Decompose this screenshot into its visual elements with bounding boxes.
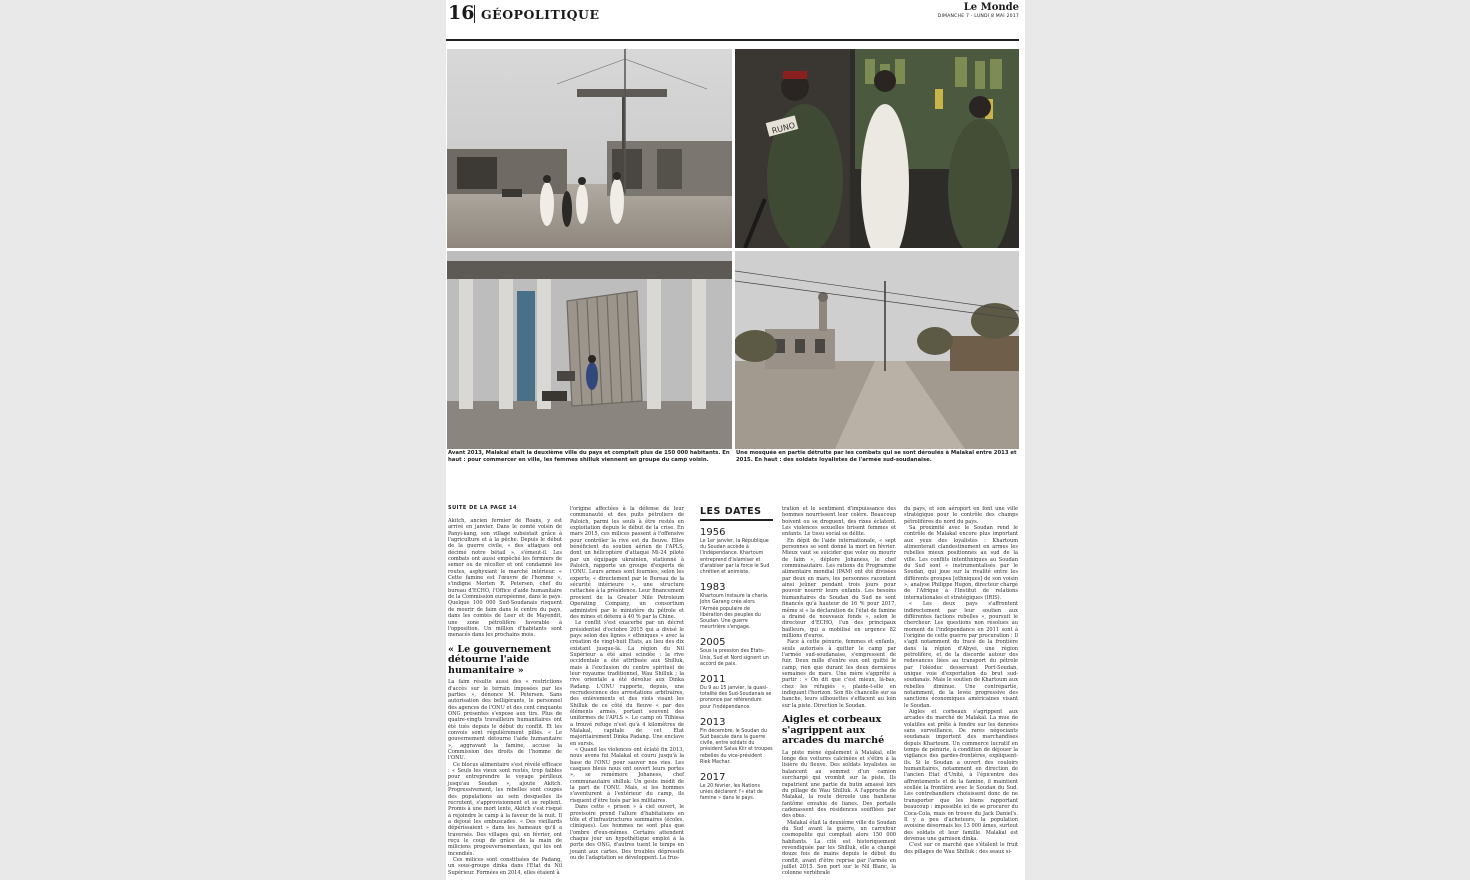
paragraph: Ce blocus alimentaire s'est révélé efficace : « Seuls les vieux sont restés, trop faibles pour entreprendre le voyage périlleux jusqu'au Soudan », ajoute Akitch. Progressivement, les rebelles sont coupés des populations au sein desquelles ils recrutent, s'approvisionnent et se replient. Promis à une mort lente, Akitch s'est risqué à rejoindre le camp à la faveur de la nuit. Il a déjoué les embuscades. « Des vieillards dépérissaient » dans les hameaux qu'il a traversés. Des villages qui, en février, ont reçu le coup de grâce de la main de miliciens progouvernementaux, qui les ont incendiés.: [448, 761, 562, 857]
date-text: Le 20 février, les Nations unies déclarent l'« état de famine » dans le pays.: [700, 784, 763, 802]
paragraph: C'est sur ce marché que s'étalent le fruit des pillages de Wau Shilluk : des seaux si-: [904, 842, 1018, 855]
caption-right: Une mosquée en partie détruite par les combats qui se sont déroulés à Malakal entre 2013 et 2015. En haut : des soldats loyalistes de l'armée sud-soudanaise.: [736, 450, 1017, 463]
photo-sign-text: RUNO: [770, 120, 797, 136]
article-column-2: [570, 506, 684, 861]
date-text: Fin décembre, le Soudan du Sud bascule dans la guerre civile, entre soldats du président Salva Kiir et troupes rebelles du vice-président Riek Machar.: [700, 728, 773, 765]
section-title: GÉOPOLITIQUE: [481, 7, 600, 22]
paragraph: « Quand les violences ont éclaté fin 2013, nous avons fui Malakal et couru jusqu'à la base de l'ONU pour sauver nos vies. Les casques bleus nous ont ouvert leurs portes », se remémore Johaness, chef communautaire shilluk. Un geste inédit de la part de l'ONU. Mais, si les hommes s'aventurent à l'extérieur du camp, ils risquent d'être tués par les militaires.: [570, 747, 684, 804]
caption-left: Avant 2013, Malakal était la deuxième ville du pays et comptait plus de 150 000 habitants. En haut : pour commercer en ville, les femmes shilluk viennent en groupe du camp voisin.: [448, 450, 730, 463]
date-year: 1983: [700, 582, 726, 594]
paragraph: Aigles et corbeaux s'agrippent aux arcades du marché de Malakal. La mue de volatiles est prête à fondre sur les denrées sans surveillance. De rares négociants soudanais importent des marchandises depuis Khartoum. Un commerce lucratif en temps de pénurie, à condition de déjouer la vigilance des gardes-frontières, expliquent-ils. Si le Soudan a ouvert des couloirs humanitaires, notamment en direction de l'ancien Etat d'Unité, à l'épicentre des affrontements et de la famine, il maintient scellée la frontière avec le Soudan du Sud. Les contrebandiers choisissent donc de ne transporter que les biens rapportant beaucoup : impossible ici de se procurer du Coca-Cola, mais on trouve du Jack Daniel's. Il y a peu d'acheteurs, la population avoisine désormais les 13 000 âmes, surtout des soldats et leur famille. Malakal est devenue une garnison dinka.: [904, 709, 1018, 842]
date-year: 2011: [700, 674, 726, 686]
subheading: Aigles et corbeaux s'agrippent aux arcades du marché: [782, 714, 885, 747]
dates-sidebar: [700, 506, 773, 809]
issue-date: DIMANCHE 7 - LUNDI 8 MAI 2017: [937, 14, 1019, 19]
photo-soldiers-market: [735, 49, 1019, 248]
date-text: Sous la pression des Etats-Unis, Sud et Nord signent un accord de paix.: [700, 649, 769, 667]
date-year: 2005: [700, 637, 726, 649]
paragraph: l'origine affectées à la défense de leur communauté et des puits pétroliers de Paloich, parmi les seuls à être restés en exploitation depuis le début de la crise. En mars 2015, ces milices passent à l'offensive pour contrôler la rive est du fleuve. Elles bénéficient du soutien aérien de l'APLS, dont un hélicoptère d'attaque Mi-24 piloté par un équipage ukrainien, stationné à Paloich, rapporte un groupe d'experts de l'ONU. Leurs armes sont fournies, selon les experts, « directement par le Bureau de la sécurité intérieure », une structure rattachée à la présidence. Leur financement provient de la Greater Nile Petroleum Operating Company, un consortium administré par le ministère du pétrole et des mines et détenu à 40 % par la Chine.: [570, 506, 684, 620]
article-column-1: [448, 518, 562, 876]
dates-title: LES DATES: [700, 506, 773, 521]
date-text: Khartoum instaure la charia. John Garang crée alors l'Armée populaire de libération des peuples du Soudan. Une guerre meurtrière s'engage.: [700, 594, 769, 631]
paragraph: Akitch, ancien fermier de Roans, y est arrivé en janvier. Dans le comté voisin de Panyi-kang, son village subsistait grâce à l'agriculture et à la pêche. Depuis le début de la guerre civile, « des attaques ont décimé notre bétail », s'émeut-il. Les combats ont aussi empêché les fermiers de semer ou de récolter et ont condamné les routes, asphyxiant le marché intérieur. « Cette famine est l'œuvre de l'homme », s'indigne Morten R. Petersen, chef du bureau d'ECHO, l'Office d'aide humanitaire de la Commission européenne, dans le pays. Quelque 100 000 Sud-Soudanais risquent de mourir de faim dans le centre du pays, dans les comtés de Leer et de Mayendit, une zone pétrolifère favorable à l'opposition. Un million d'habitants sont menacés dans les prochains mois.: [448, 518, 562, 639]
photo-damaged-mosque: [735, 251, 1019, 449]
date-text: Le 1er janvier, la République du Soudan accède à l'indépendance. Khartoum entreprend d'islamiser et d'arabiser par la force le Sud chrétien et animiste.: [700, 539, 770, 576]
newspaper-page: [446, 0, 1025, 880]
photo-street-women: [447, 49, 732, 248]
paragraph: La faim résulte aussi des « restrictions d'accès sur le terrain imposées par les parties », dénonce M. Petersen. Sans autorisation des belligérants, le personnel des agences de l'ONU et des cent cinquante ONG présentes s'expose aux tirs. Plus de quatre-vingts travailleurs humanitaires ont été tués depuis le début du conflit. Et les convois sont régulièrement pillés. « Le gouvernement détourne l'aide humanitaire », aggravant la famine, accuse la Commission des droits de l'homme de l'ONU.: [448, 679, 562, 762]
date-entry: [700, 527, 773, 576]
subheading: « Le gouvernement détourne l'aide humanitaire »: [448, 643, 552, 676]
date-year: 1956: [700, 527, 726, 538]
date-entry: [700, 772, 773, 803]
article-column-5: [904, 506, 1018, 855]
date-entry: [700, 674, 773, 711]
paragraph: Le conflit s'est exacerbé par un décret présidentiel d'octobre 2015 qui a divisé le pays selon des lignes « ethniques » avec la création de vingt-huit Etats, au lieu des dix existant jusque-là. La région du Nil Supérieur a été ainsi scindée : la rive occidentale a été attribuée aux Shilluk, mais à l'exclusion du centre spirituel de leur royaume traditionnel, Wau Shilluk ; la rive orientale a été dévolue aux Dinka Padang. L'ONU rapporte, depuis, une recrudescence des arrestations arbitraires, des enlèvements et des viols visant les Shilluk de ce côté du fleuve « par des éléments armés, portant souvent des uniformes de l'APLS ». Le camp où Tilhissa a trouvé refuge n'est qu'à 4 kilomètres de Malakal, capitale de cet Etat majoritairement Dinka Padang. Une enclave en sursis.: [570, 620, 684, 747]
page-header: [446, 0, 1025, 42]
paragraph: du pays, et son aéroport en font une ville stratégique pour le contrôle des champs pétrolifères du nord du pays.: [904, 506, 1018, 525]
photo-ruined-building: [447, 251, 732, 449]
paragraph: Sa proximité avec le Soudan rend le contrôle de Malakal encore plus important aux yeux des loyalistes : Khartoum alimenterait clandestinement en armes les rebelles mieux positionnés au sud de la ville. Les conflits intenthniques au Soudan du Sud sont « instrumentalisés par le Soudan, qui joue sur la rivalité entre les différents groupes [ethniques] de son voisin », analyse Philippe Hugon, directeur chargé de l'Afrique à l'Institut de relations internationales et stratégiques (IRIS).: [904, 525, 1018, 601]
date-entry: [700, 717, 773, 766]
paragraph: tration et le sentiment d'impuissance des hommes nourrissent leur colère. Beaucoup boivent ou se droguent, des rixes éclatent. Les violences sexuelles brisent femmes et enfants. Le tissu social se délite.: [782, 506, 896, 538]
paragraph: Malakal était la deuxième ville du Soudan du Sud avant la guerre, un carrefour cosmopolite qui comptait alors 150 000 habitants. La cité est historiquement revendiquée par les Shilluk, elle a changé douze fois de mains depuis le début du conflit, avant d'être reprise par l'armée en juillet 2015. Son port sur le Nil Blanc, la colonne vertébrale: [782, 819, 896, 877]
paragraph: « Les deux pays s'affrontent indirectement par leur soutien aux différentes factions rebelles », poursuit le chercheur. Les questions non résolues au moment de l'indépendance en 2011 sont à l'origine de cette guerre par procuration : Il s'agit notamment du tracé de la frontière dans la région d'Abyei, une région pétrolifère, et de la discorde autour des redevances liées au transport du pétrole par l'oléoduc desservant Port-Soudan, unique voie d'exportation du brut sud-soudanais. Mais le soutien de Khartoum aux rebelles diminue. Une contrepartie, notamment, de la levée progressive des sanctions économiques américaines visant le Soudan.: [904, 601, 1018, 709]
date-entry: [700, 582, 773, 631]
page-number: 16: [448, 2, 475, 24]
paragraph: La piste mène également à Malakal, elle longe des voitures calcinées et s'étire à la lisière du fleuve. Des soldats loyalistes se balancent au sommet d'un camion surchargé qui vrombit sur la piste. Ils rapatrient une partie du butin amassé lors du pillage de Wau Shilluk. A l'approche de Malakal, la route déroule une banlieue fantôme envahie de lianes. Des portails cadenassent des résidences soufflées par des obus.: [782, 749, 896, 820]
paragraph: Ces milices sont constituées de Padang, un sous-groupe dinka dans l'Etat du Nil Supérieur. Formées en 2014, elles étaient à: [448, 856, 562, 876]
paragraph: En dépit de l'aide internationale, « sept personnes se sont donné la mort en février. Mieux vaut se suicider que voler ou mourir de faim », déplore Johaness, le chef communautaire. Les rations du Programme alimentaire mondial (PAM) ont été divisées par deux en mars, les personnes racontent ainsi jeûner pendant trois jours pour pouvoir nourrir leurs enfants. Les besoins humanitaires du Soudan du Sud ne sont financés qu'à hauteur de 16 % pour 2017, même si « la déclaration de l'état de famine a drainé de nouveaux fonds », selon le directeur d'ECHO, l'un des principaux bailleurs, qui a mobilisé en urgence 82 millions d'euros.: [782, 537, 896, 639]
article-column-4: [782, 506, 896, 877]
date-year: 2017: [700, 772, 726, 784]
header-rule: [446, 39, 1019, 41]
continued-from-label: SUITE DE LA PAGE 14: [448, 505, 517, 511]
le-monde-logo: Le Monde: [963, 2, 1019, 13]
paragraph: Dans cette « prison » à ciel ouvert, le provisoire prend l'allure d'habitations en tôle et d'infrastructures sommaires (écoles, cliniques). Les hommes ne sont plus que l'ombre d'eux-mêmes. Certains attendent chaque jour un hypothétique emploi à la porte des ONG, d'autres tuent le temps en jouant aux cartes. Des troubles dépressifs ou de l'adaptation se développent. La frus-: [570, 804, 684, 861]
paragraph: Face à cette pénurie, femmes et enfants, seuls autorisés à quitter le camp par l'armée sud-soudanaise, s'empressent de fuir. Deux mille d'entre eux ont quitté le camp, rien que durant les deux dernières semaines de mars. Une mère s'apprête à partir : « On dit que c'est mieux, là-bas, chez les réfugiés », plaide-t-elle en indiquant l'horizon. Son fils chancelle sur sa hanche, leurs silhouettes s'effacent au loin sur la piste. Direction le Soudan.: [782, 639, 896, 709]
date-entry: [700, 637, 773, 668]
header-divider: [474, 5, 475, 23]
date-text: Du 9 au 15 janvier, la quasi-totalité des Sud-Soudanais se prononce par référendum pour l'indépendance.: [700, 686, 772, 710]
date-year: 2013: [700, 716, 726, 728]
